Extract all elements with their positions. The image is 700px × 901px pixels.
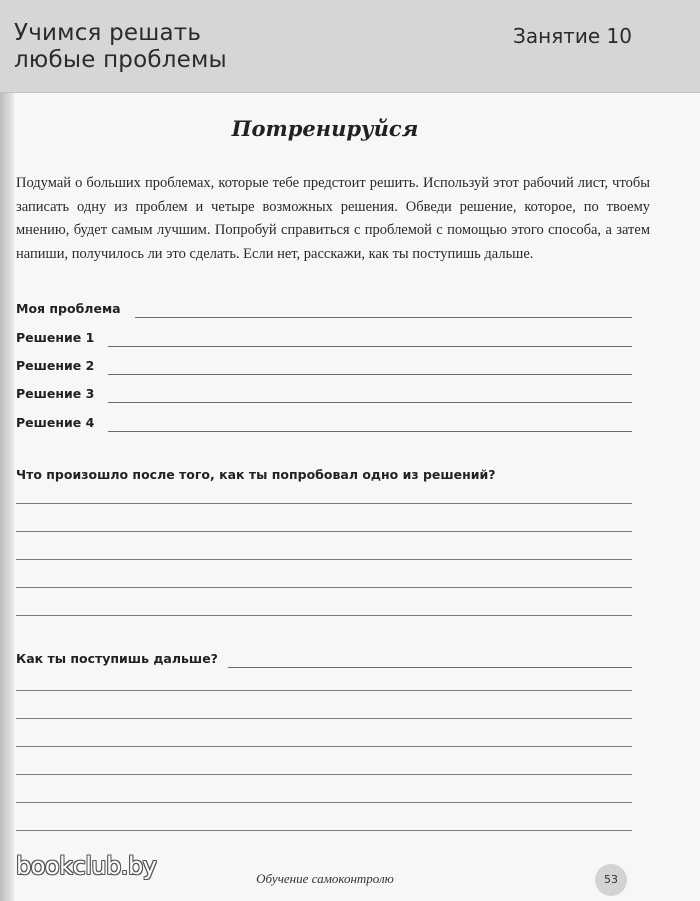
watermark-logo: bookclub.by (16, 852, 157, 880)
question-next-steps: Как ты поступишь дальше? (16, 651, 218, 666)
chapter-header (0, 0, 700, 93)
lesson-label: Занятие 10 (513, 24, 632, 48)
question-what-happened: Что произошло после того, как ты попробовал одно из решений? (16, 467, 496, 482)
answer-line[interactable] (16, 615, 632, 616)
write-in-line[interactable] (135, 301, 632, 318)
field-label: Решение 3 (16, 386, 95, 401)
answer-line[interactable] (16, 587, 632, 588)
answer-line[interactable] (16, 746, 632, 747)
write-in-line[interactable] (108, 358, 632, 375)
chapter-title (14, 20, 227, 74)
field-label: Решение 1 (16, 330, 95, 345)
answer-line[interactable] (16, 718, 632, 719)
field-label: Решение 2 (16, 358, 95, 373)
page-number-badge: 53 (595, 864, 627, 896)
solution-4-field[interactable] (16, 410, 632, 432)
chapter-title-line-2: любые проблемы (14, 47, 227, 73)
answer-line[interactable] (16, 690, 632, 691)
answer-line[interactable] (16, 559, 632, 560)
answer-line[interactable] (16, 802, 632, 803)
instructions-paragraph: Подумай о больших проблемах, которые тебе предстоит решить. Используй этот рабочий лист, чтобы записать одну из проблем и четыре возможных решения. Обведи решение, которое, по твоему мнению, будет самым лучшим. Попробуй справиться с проблемой с помощью этого способа, а затем напиши, получилось ли это сделать. Если нет, расскажи, как ты поступишь дальше. (16, 175, 650, 262)
book-title-footer: Обучение самоконтролю (256, 871, 394, 886)
solution-1-field[interactable] (16, 325, 632, 347)
chapter-title-line-1: Учимся решать (14, 20, 202, 46)
solution-2-field[interactable] (16, 353, 632, 375)
section-heading: Потренируйся (231, 116, 419, 141)
write-in-line[interactable] (108, 386, 632, 403)
answer-line[interactable] (16, 830, 632, 831)
field-label: Моя проблема (16, 301, 121, 316)
write-in-line[interactable] (108, 415, 632, 432)
answer-line[interactable] (16, 774, 632, 775)
write-in-line[interactable] (228, 653, 632, 668)
answer-line[interactable] (16, 531, 632, 532)
question-next-steps-row[interactable] (16, 648, 632, 668)
write-in-line[interactable] (108, 330, 632, 347)
problem-field[interactable] (16, 296, 632, 318)
solution-3-field[interactable] (16, 381, 632, 403)
answer-line[interactable] (16, 503, 632, 504)
field-label: Решение 4 (16, 415, 95, 430)
